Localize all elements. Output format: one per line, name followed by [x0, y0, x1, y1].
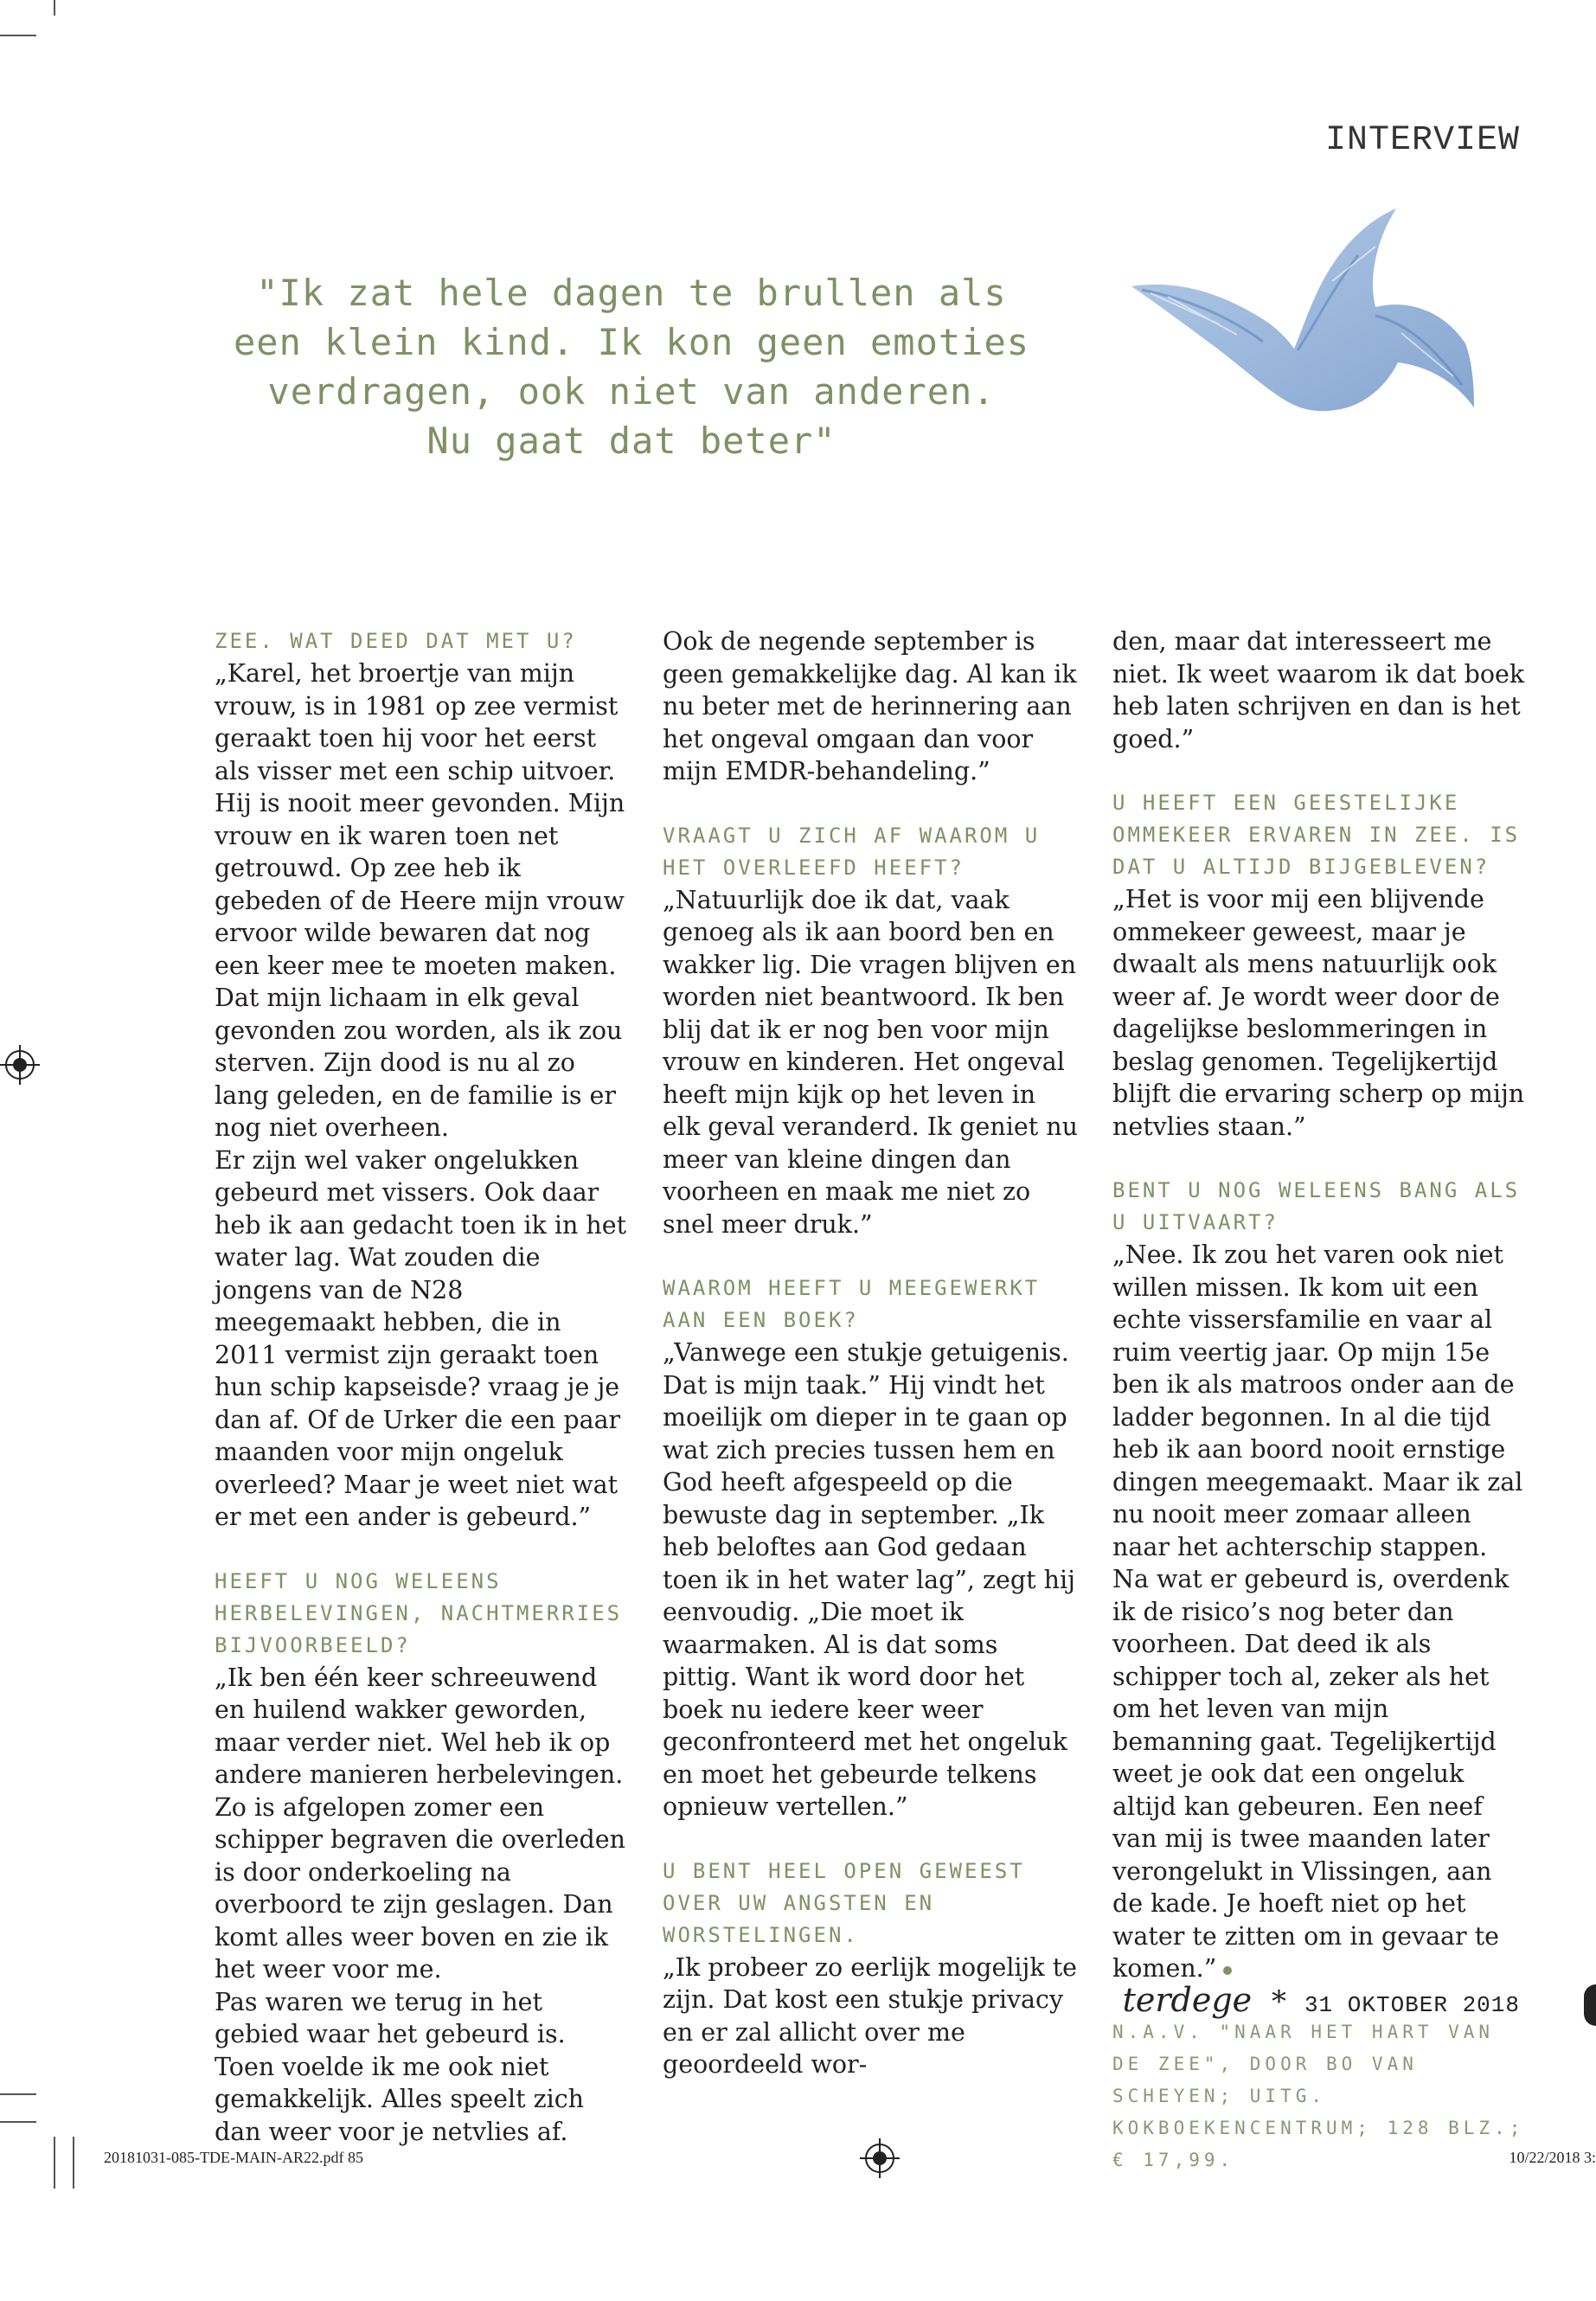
pull-quote-line: Nu gaat dat beter"	[426, 420, 836, 462]
article-paragraph: „Natuurlijk doe ik dat, vaak genoeg als ik aan boord ben en wakker lig. Die vragen blijven en worden niet beantwoord. Ik ben blij dat ik er nog ben voor mijn vrouw en kinderen. Het ongeval heeft mijn kijk op het leven in elk geval veranderd. Ik geniet nu meer van kleine dingen dan voorheen en maak me niet zo snel meer druk.”	[663, 885, 1078, 1239]
issue-date: 31 OKTOBER 2018	[1304, 1992, 1520, 2018]
article-paragraph: „Ik ben één keer schreeuwend en huilend wakker geworden, maar verder niet. Wel heb ik op andere manieren herbelevingen. Zo is afgelopen zomer een schipper begraven die overleden is door onderkoeling na overboord te zijn geslagen. Dan komt alles weer boven en zie ik het weer voor me.	[215, 1663, 625, 1984]
interview-question: ZEE. WAT DEED DAT MET U?	[215, 629, 577, 653]
end-mark-icon	[1223, 1966, 1232, 1975]
page-number-tab	[1584, 1984, 1596, 2026]
article-paragraph: „Vanwege een stukje getuigenis. Dat is mijn taak.” Hij vindt het moeilijk om dieper in te gaan op wat zich precies tussen hem en God heeft afgespeeld op die bewuste dag in september. „Ik heb beloftes aan God gedaan toen ik in het water lag”, zegt hij eenvoudig. „Die moet ik waarmaken. Al is dat soms pittig. Want ik word door het boek nu iedere keer weer geconfronteerd met het ongeluk en moet het gebeurde telkens opnieuw vertellen.”	[663, 1338, 1075, 1821]
interview-question: BENT U NOG WELEENS BANG ALS U UITVAART?	[1112, 1178, 1521, 1234]
book-credit: N.A.V. "NAAR HET HART VAN DE ZEE", DOOR BO VAN SCHEYEN; UITG. KOKBOEKENCENTRUM; 128 BLZ.; € 17,99.	[1112, 2021, 1525, 2170]
article-paragraph	[1112, 883, 1528, 1143]
magazine-brand: terdege	[1122, 1981, 1253, 2019]
interview-question: U BENT HEEL OPEN GEWEEST OVER UW ANGSTEN EN WORSTELINGEN.	[663, 1858, 1025, 1947]
article-column-1	[215, 625, 630, 2148]
interview-question: VRAAGT U ZICH AF WAAROM U HET OVERLEEFD HEEFT?	[663, 823, 1041, 880]
crop-mark-bottom-2	[0, 2121, 36, 2123]
registration-mark-left	[5, 1050, 35, 1080]
section-label: INTERVIEW	[1324, 121, 1520, 160]
pull-quote-line: verdragen, ook niet van anderen.	[267, 370, 996, 413]
article-text: „Nee. Ik zou het varen ook niet willen missen. Ik kom uit een echte vissersfamilie en vaar al ruim veertig jaar. Op mijn 15e ben ik als matroos onder aan de ladder begonnen. In al die tijd heb ik aan boord nooit ernstige dingen meegemaakt. Maar ik zal nu nooit meer zomaar alleen naar het achterschip stappen. Na wat er gebeurd is, overdenk ik de risico’s nog beter dan voorheen. Dat deed ik als schipper toch al, zeker als het om het leven van mijn bemanning gaat. Tegelijkertijd weet je ook dat een ongeluk altijd kan gebeuren. Een neef van mij is twee maanden later verongelukt in Vlissingen, aan de kade. Je hoeft niet op het water te zitten om in gevaar te komen.”	[1112, 1240, 1523, 1983]
article-paragraph	[1112, 1239, 1528, 1985]
crop-mark-bottom-vertical-2	[73, 2137, 74, 2189]
article-column-2	[663, 625, 1078, 2081]
interview-question: HEEFT U NOG WELEENS HERBELEVINGEN, NACHTMERRIES BIJVOORBEELD?	[215, 1568, 623, 1657]
article-paragraph: Ook de negende september is geen gemakkelijke dag. Al kan ik nu beter met de herinnering aan het ongeval omgaan dan voor mijn EMDR-behandeling.”	[663, 627, 1077, 785]
print-slug-timestamp: 10/22/2018 3:	[1509, 2149, 1596, 2166]
footer-separator: *	[1272, 1984, 1287, 2019]
pull-quote-line: "Ik zat hele dagen te brullen als	[256, 272, 1007, 314]
crop-mark-top	[0, 35, 36, 36]
print-slug-filename: 20181031-085-TDE-MAIN-AR22.pdf 85	[104, 2149, 363, 2166]
pull-quote	[234, 268, 1029, 465]
article-paragraph: „Ik probeer zo eerlijk mogelijk te zijn. Dat kost een stukje privacy en er zal allicht over me geoordeeld wor-	[663, 1952, 1078, 2079]
interview-question: WAAROM HEEFT U MEEGEWERKT AAN EEN BOEK?	[663, 1276, 1041, 1332]
crop-mark-top-vertical	[54, 0, 55, 16]
registration-mark-bottom	[865, 2144, 894, 2173]
article-paragraph: den, maar dat interesseert me niet. Ik weet waarom ik dat boek heb laten schrijven en dan is het goed.”	[1112, 627, 1525, 753]
article-paragraph: „Karel, het broertje van mijn vrouw, is in 1981 op zee vermist geraakt toen hij voor het eerst als visser met een schip uitvoer. Hij is nooit meer gevonden. Mijn vrouw en ik waren toen net getrouwd. Op zee heb ik gebeden of de Heere mijn vrouw ervoor wilde bewaren dat nog een keer mee te moeten maken. Dat mijn lichaam in elk geval gevonden zou worden, als ik zou sterven. Zijn dood is nu al zo lang geleden, en de familie is er nog niet overheen.	[215, 659, 625, 1142]
article-paragraph: Er zijn wel vaker ongelukken gebeurd met vissers. Ook daar heb ik aan gedacht toen ik in het water lag. Wat zouden die jongens van de N28 meegemaakt hebben, die in 2011 vermist zijn geraakt toen hun schip kapseisde? vraag je je dan af. Of de Urker die een paar maanden voor mijn ongeluk overleed? Maar je weet niet wat er met een ander is gebeurd.”	[215, 1145, 627, 1531]
article-text: „Het is voor mij een blijvende ommekeer geweest, maar je dwaalt als mens natuurlijk ook weer af. Je wordt weer door de dagelijkse beslommeringen in beslag genomen. Tegelijkertijd blijft die ervaring scherp op mijn netvlies staan.”	[1112, 885, 1525, 1141]
article-paragraph: Pas waren we terug in het gebied waar het gebeurd is. Toen voelde ik me ook niet gemakkelijk. Alles speelt zich dan weer voor je netvlies af.	[215, 1987, 585, 2146]
crop-mark-bottom	[0, 2093, 36, 2095]
page-footer	[1123, 1981, 1520, 2019]
seagull-icon	[1116, 203, 1479, 437]
interview-question: U HEEFT EEN GEESTELIJKE OMMEKEER ERVAREN IN ZEE. IS DAT U ALTIJD BIJGEBLEVEN?	[1112, 791, 1521, 879]
article-column-3	[1112, 625, 1528, 2176]
crop-mark-bottom-vertical	[54, 2137, 55, 2189]
pull-quote-line: een klein kind. Ik kon geen emoties	[234, 321, 1030, 363]
